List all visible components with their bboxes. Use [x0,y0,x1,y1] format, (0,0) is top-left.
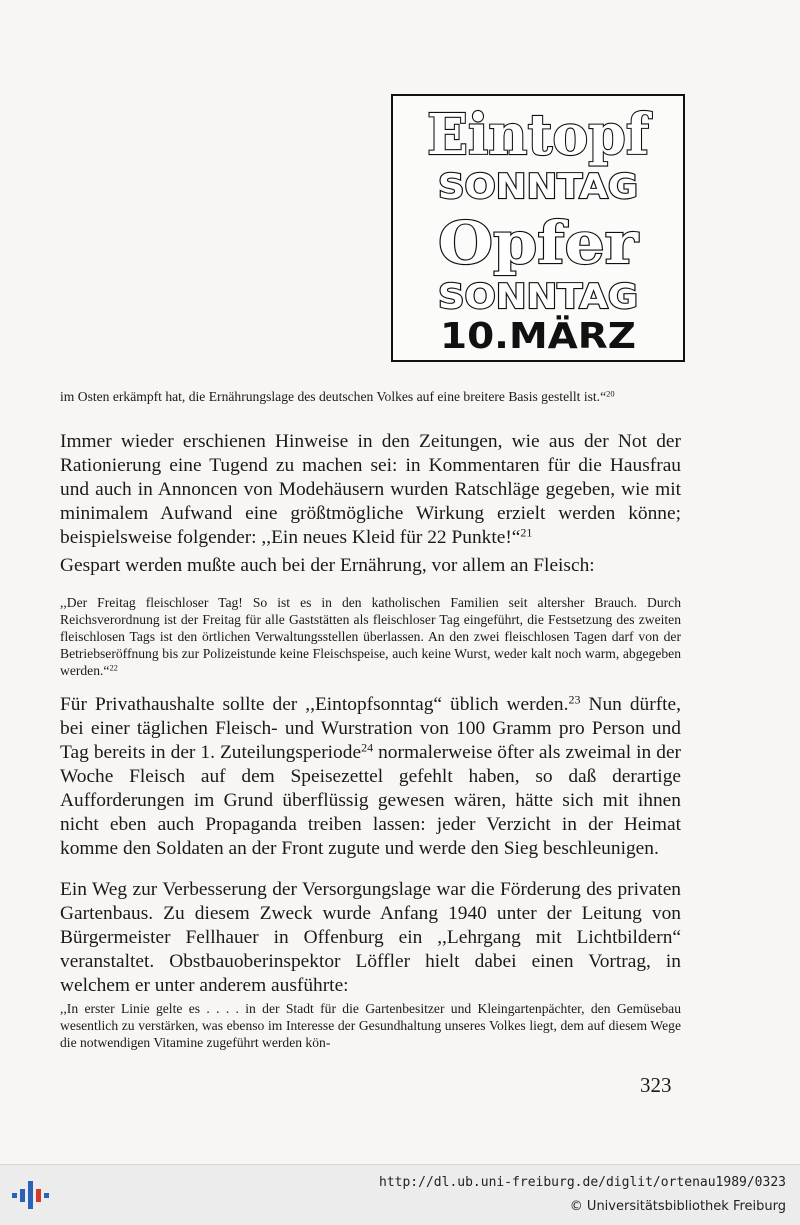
quote-continuation: im Osten erkämpft hat, die Ernährungslage des deutschen Volkes auf eine breitere Basis gestellt ist.“$^{20}$ [60,388,615,404]
page-number: 323 [640,1073,672,1097]
copyright-notice: © Universitätsbibliothek Freiburg [569,1199,786,1214]
poster-line-1: Eintopf [427,102,653,168]
source-url-link[interactable]: http://dl.ub.uni-freiburg.de/diglit/ortenau1989/0323 [379,1175,786,1190]
paragraph-gartenbau: Ein Weg zur Verbesserung der Versorgungslage war die Förderung des privaten Gartenbaus. Zu diesem Zweck wurde Anfang 1940 unter der Leitung von Bürgermeister Fellhauer in Offenburg ein ,,Lehrgang mit Lichtbildern“ veranstaltet. Obstbauoberinspektor Löffler hielt dabei einen Vortrag, in welchem er unter anderem ausführte: [60,879,681,996]
eintopfsonntag-poster [391,94,685,362]
quote-freitag: ,,Der Freitag fleischloser Tag! So ist es in den katholischen Familien seit altersher Brauch. Durch Reichsverordnung ist der Freitag für alle Gaststätten als fleischloser Tag eingeführt, die Festsetzung des zweiten fleischlosen Tags ist den örtlichen Verwaltungsstellen überlassen. An den zwei fleischlosen Tagen darf von der Betriebseröffnung bis zur Polizeistunde keine Fleischspeise, auch keine Wurst, weder kalt noch warm, abgegeben werden.“$^{22}$ [60,595,681,678]
poster-line-5: 10.MÄRZ [440,316,622,357]
viewer-footer [0,1164,800,1225]
paragraph-fleisch: Gespart werden mußte auch bei der Ernährung, vor allem an Fleisch: [60,555,595,576]
paragraph-rationierung: Immer wieder erschienen Hinweise in den Zeitungen, wie aus der Not der Rationierung eine Tugend zu machen sei: in Kommentaren für die Hausfrau und auch in Annoncen von Modehäusern wurden Ratschläge gegeben, wie mit minimalem Aufwand eine größtmögliche Wirkung erzielt werden könne; beispielsweise folgender: ,,Ein neues Kleid für 22 Punkte!“$^{21}$ [60,431,681,548]
poster-line-4: SONNTAG [438,277,638,317]
paragraph-eintopfsonntag: Für Privathaushalte sollte der ,,Eintopfsonntag“ üblich werden.$^{23}$ Nun dürfte, bei einer täglichen Fleisch- und Wurstration von 100 Gramm pro Person und Tag bereits in der 1. Zuteilungsperiode$^{24}$ normalerweise öfter als zweimal in der Woche Fleisch auf dem Speisezettel gefehlt haben, so daß derartige Aufforderungen im Grund überflüssig gewesen wären, hätte sich mit ihnen nicht eben auch Propaganda treiben lassen: jeder Verzicht in der Heimat komme den Soldaten an der Front zugute und werde den Sieg beschleunigen. [60,692,682,859]
library-logo-icon [10,1179,52,1211]
poster-line-3: Opfer [438,209,640,277]
poster-line-2: SONNTAG [438,167,638,207]
quote-loeffler: ,,In erster Linie gelte es . . . . in der Stadt für die Gartenbesitzer und Kleingartenpächter, den Gemüsebau wesentlich zu verstärken, was ebenso im Interesse der Gesundhaltung unseres Volkes liegt, dem auf diesem Wege die notwendigen Vitamine zugeführt werden kön- [60,1001,681,1050]
